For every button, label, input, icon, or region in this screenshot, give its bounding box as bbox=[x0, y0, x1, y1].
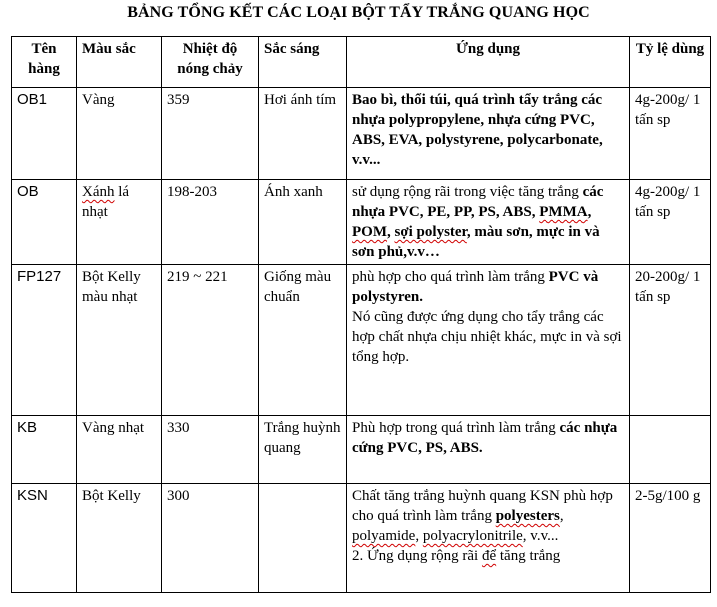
document-title: BẢNG TỔNG KẾT CÁC LOẠI BỘT TẨY TRẮNG QUANG HỌC bbox=[127, 4, 590, 21]
application-text: , v.v... bbox=[522, 528, 559, 544]
table-row bbox=[12, 484, 711, 593]
table-row bbox=[12, 416, 711, 484]
header-row bbox=[12, 37, 711, 88]
header-brightness: Sắc sáng bbox=[259, 37, 347, 88]
cell-name: OB1 bbox=[12, 88, 77, 180]
cell-melting-point: 300 bbox=[162, 484, 259, 593]
cell-name: KSN bbox=[12, 484, 77, 593]
color-text: lá nhạt bbox=[82, 184, 130, 220]
cell-ratio: 4g-200g/ 1 tấn sp bbox=[630, 180, 711, 265]
cell-name: KB bbox=[12, 416, 77, 484]
cell-ratio: 4g-200g/ 1 tấn sp bbox=[630, 88, 711, 180]
application-bold: các nhựa cứng PVC, PS, ABS. bbox=[352, 420, 618, 456]
application-text: sử dụng rộng rãi trong việc tăng trắng bbox=[352, 184, 583, 200]
table-row bbox=[12, 265, 711, 416]
cell-brightness: Ánh xanh bbox=[259, 180, 347, 265]
cell-name: FP127 bbox=[12, 265, 77, 416]
cell-color: Vàng bbox=[77, 88, 162, 180]
cell-brightness bbox=[259, 484, 347, 593]
cell-color: Vàng nhạt bbox=[77, 416, 162, 484]
cell-melting-point: 359 bbox=[162, 88, 259, 180]
application-text: tăng trắng bbox=[496, 548, 561, 564]
cell-melting-point: 330 bbox=[162, 416, 259, 484]
cell-color: Bột Kelly bbox=[77, 484, 162, 593]
application-flagged: polyesters bbox=[495, 508, 560, 524]
cell-name: OB bbox=[12, 180, 77, 265]
header-color: Màu sắc bbox=[77, 37, 162, 88]
application-bold: , bbox=[587, 204, 592, 220]
cell-color: Bột Kelly màu nhạt bbox=[77, 265, 162, 416]
color-text-flagged: Xánh bbox=[82, 184, 115, 200]
cell-ratio: 20-200g/ 1 tấn sp bbox=[630, 265, 711, 416]
cell-brightness: Giống màu chuẩn bbox=[259, 265, 347, 416]
cell-ratio: 2-5g/100 g bbox=[630, 484, 711, 593]
application-text: Nó cũng được ứng dụng cho tẩy trắng các hợp chất nhựa chịu nhiệt khác, mực in và sợi tổng hợp. bbox=[352, 309, 622, 365]
cell-application bbox=[347, 484, 630, 593]
header-name: Tên hàng bbox=[12, 37, 77, 88]
cell-melting-point: 219 ~ 221 bbox=[162, 265, 259, 416]
application-flagged: polyamide bbox=[352, 528, 416, 544]
table-row bbox=[12, 88, 711, 180]
summary-table bbox=[11, 36, 711, 593]
application-text: 2. Ứng dụng rộng rãi bbox=[352, 548, 482, 564]
application-flagged: để bbox=[481, 548, 497, 564]
table-row bbox=[12, 180, 711, 265]
cell-application bbox=[347, 265, 630, 416]
cell-application bbox=[347, 88, 630, 180]
application-bold: , màu sơn, mực in và sơn phủ,v.v… bbox=[352, 224, 600, 260]
application-text: Phù hợp trong quá trình làm trắng bbox=[352, 420, 560, 436]
header-melting-point: Nhiệt độ nóng chảy bbox=[162, 37, 259, 88]
application-bold: các nhựa PVC, PE, PP, PS, ABS, bbox=[352, 184, 604, 220]
cell-application bbox=[347, 180, 630, 265]
application-text: Chất tăng trắng huỳnh quang KSN phù hợp cho quá trình làm trắng bbox=[352, 488, 613, 524]
application-text: Bao bì, thổi túi, quá trình tẩy trắng các nhựa polypropylene, nhựa cứng PVC, ABS, EVA, polystyrene, polycarbonate, v.v... bbox=[352, 92, 603, 168]
cell-ratio bbox=[630, 416, 711, 484]
cell-color bbox=[77, 180, 162, 265]
cell-melting-point: 198-203 bbox=[162, 180, 259, 265]
cell-brightness: Trắng huỳnh quang bbox=[259, 416, 347, 484]
header-ratio: Tỷ lệ dùng bbox=[630, 37, 711, 88]
application-paragraph bbox=[352, 546, 624, 566]
cell-application bbox=[347, 416, 630, 484]
cell-brightness: Hơi ánh tím bbox=[259, 88, 347, 180]
application-bold: PVC và polystyren. bbox=[352, 269, 599, 305]
application-flagged: POM bbox=[352, 224, 387, 240]
header-application: Ứng dụng bbox=[347, 37, 630, 88]
application-flagged: sợi polyster bbox=[394, 224, 467, 240]
application-text: , bbox=[415, 528, 423, 544]
application-bold: , bbox=[387, 224, 395, 240]
application-text: , bbox=[559, 508, 564, 524]
application-flagged: PMMA bbox=[539, 204, 588, 220]
application-flagged: polyacrylonitrile bbox=[422, 528, 523, 544]
application-text: phù hợp cho quá trình làm trắng bbox=[352, 269, 549, 285]
